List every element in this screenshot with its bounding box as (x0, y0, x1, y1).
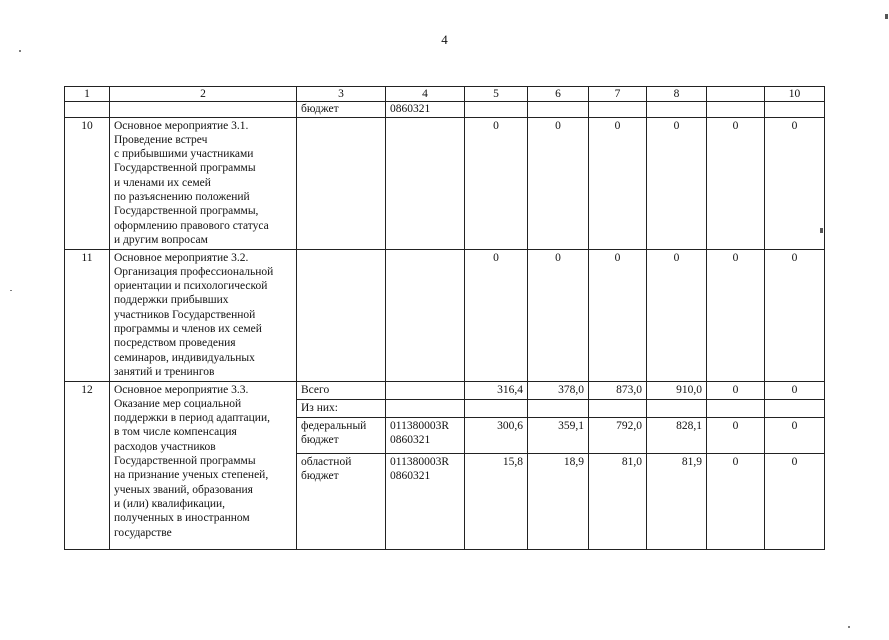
value-cell: 300,6 (465, 417, 528, 453)
funding-source: Из них: (297, 399, 386, 417)
value-cell: 378,0 (528, 381, 589, 399)
value-cell: 0 (765, 117, 825, 249)
value-cell: 0 (765, 417, 825, 453)
row-number: 12 (65, 381, 110, 549)
row-number: 11 (65, 249, 110, 381)
table-row (65, 249, 825, 381)
measure-description: Основное мероприятие 3.2. Организация профессиональной ориентации и психологической поддержки прибывших участников Государственной программы и членов их семей посредством проведения семинаров, индивидуальных занятий и тренингов (110, 249, 297, 381)
value-cell: 873,0 (589, 381, 647, 399)
value-cell: 0 (589, 249, 647, 381)
header-cell: 1 (65, 87, 110, 102)
measure-description: Основное мероприятие 3.1. Проведение встреч с прибывшими участниками Государственной программы и членами их семей по разъяснению положений Государственной программы, оформлению правового статуса и другим вопросам (110, 117, 297, 249)
funding-source: федеральный бюджет (297, 417, 386, 453)
value-cell: 0 (465, 249, 528, 381)
scan-speck (10, 290, 12, 291)
value-cell: 0 (765, 249, 825, 381)
table-header-row (65, 87, 825, 102)
funding-source: Всего (297, 381, 386, 399)
value-cell: 316,4 (465, 381, 528, 399)
header-cell: 4 (386, 87, 465, 102)
value-cell: 0 (528, 249, 589, 381)
scan-speck (848, 626, 850, 628)
value-cell: 15,8 (465, 453, 528, 549)
header-cell: 8 (647, 87, 707, 102)
value-cell: 910,0 (647, 381, 707, 399)
value-cell: 0 (765, 381, 825, 399)
funding-source: областной бюджет (297, 453, 386, 549)
value-cell: 0 (707, 381, 765, 399)
value-cell: 792,0 (589, 417, 647, 453)
page-number: 4 (441, 32, 448, 47)
scan-speck (820, 228, 823, 233)
budget-code: 011380003R 0860321 (386, 453, 465, 549)
header-cell: 10 (765, 87, 825, 102)
scan-speck (885, 14, 888, 19)
value-cell: 359,1 (528, 417, 589, 453)
measure-description: Основное мероприятие 3.3. Оказание мер социальной поддержки в период адаптации, в том числе компенсация расходов участников Государственной программы на признание ученых степеней, ученых званий, образования и (или) квалификации, полученных в иностранном государстве (110, 381, 297, 549)
budget-code: 0860321 (386, 102, 465, 117)
program-table (64, 86, 825, 550)
value-cell: 18,9 (528, 453, 589, 549)
header-cell: 6 (528, 87, 589, 102)
value-cell: 828,1 (647, 417, 707, 453)
funding-source: бюджет (297, 102, 386, 117)
value-cell: 81,0 (589, 453, 647, 549)
table-row (65, 102, 825, 117)
header-cell: 2 (110, 87, 297, 102)
budget-code (386, 381, 465, 399)
value-cell: 0 (528, 117, 589, 249)
value-cell: 0 (647, 117, 707, 249)
scan-speck (19, 50, 21, 52)
budget-code: 011380003R 0860321 (386, 417, 465, 453)
value-cell: 0 (465, 117, 528, 249)
table-row (65, 381, 825, 399)
header-cell: 3 (297, 87, 386, 102)
value-cell: 81,9 (647, 453, 707, 549)
value-cell: 0 (707, 417, 765, 453)
value-cell: 0 (707, 117, 765, 249)
value-cell: 0 (765, 453, 825, 549)
value-cell: 0 (707, 453, 765, 549)
header-cell: 5 (465, 87, 528, 102)
value-cell: 0 (647, 249, 707, 381)
header-cell (707, 87, 765, 102)
header-cell: 7 (589, 87, 647, 102)
table-row (65, 117, 825, 249)
value-cell: 0 (589, 117, 647, 249)
value-cell: 0 (707, 249, 765, 381)
row-number: 10 (65, 117, 110, 249)
